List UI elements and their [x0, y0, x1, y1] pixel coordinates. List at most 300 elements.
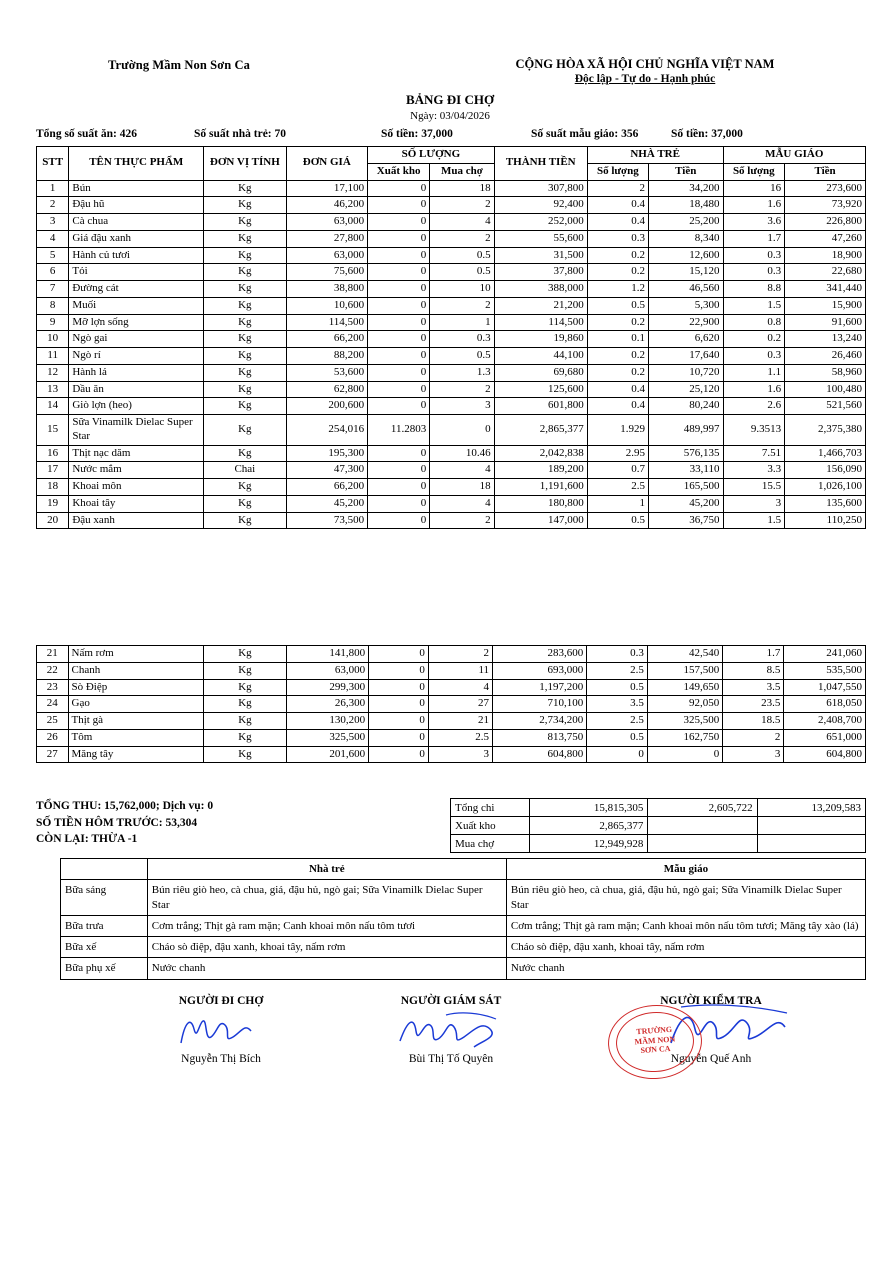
cell-kinder-qty: 15.5 — [723, 479, 785, 496]
food-table-continued — [36, 645, 866, 763]
cell-unit: Kg — [204, 297, 286, 314]
cell-qty-buy: 10 — [430, 281, 494, 298]
cell-nursery-money: 42,540 — [647, 646, 722, 663]
cell-qty-buy: 27 — [428, 696, 492, 713]
cell-qty-out: 0 — [368, 314, 430, 331]
cell-price: 130,200 — [286, 713, 369, 730]
cell-nursery-qty: 2.5 — [587, 713, 648, 730]
cell-unit: Kg — [204, 646, 286, 663]
cell-qty-buy: 2.5 — [428, 729, 492, 746]
cell-qty-out: 0 — [368, 364, 430, 381]
cell-kinder-money: 1,047,550 — [784, 679, 866, 696]
cell-kinder-money: 2,375,380 — [785, 415, 866, 446]
cell-price: 53,600 — [286, 364, 368, 381]
cell-amount: 601,800 — [494, 398, 587, 415]
cell-unit: Kg — [204, 197, 286, 214]
table-row — [37, 746, 866, 763]
cell-unit: Kg — [204, 230, 286, 247]
cell-price: 62,800 — [286, 381, 368, 398]
cell-name: Giá đậu xanh — [69, 230, 204, 247]
cell-kinder-money: 618,050 — [784, 696, 866, 713]
cell-stt: 12 — [37, 364, 69, 381]
cell-qty-buy: 2 — [430, 297, 494, 314]
cell-nursery-money: 46,560 — [648, 281, 723, 298]
nursery-meals: Số suất nhà trẻ: 70 — [194, 128, 287, 140]
cell-amount: 2,734,200 — [493, 713, 587, 730]
cell-nursery-money: 17,640 — [648, 348, 723, 365]
cell-price: 38,800 — [286, 281, 368, 298]
cell-nursery-money: 5,300 — [648, 297, 723, 314]
table-row — [37, 197, 866, 214]
cell-name: Đậu xanh — [69, 512, 204, 529]
table-row — [37, 398, 866, 415]
cell-kinder-qty: 3.3 — [723, 462, 785, 479]
cell-amount: 180,800 — [494, 495, 587, 512]
cell-name: Măng tây — [68, 746, 204, 763]
cell-stt: 16 — [37, 445, 69, 462]
cell-qty-buy: 4 — [430, 462, 494, 479]
cell-unit: Kg — [204, 662, 286, 679]
cell-kinder-money: 47,260 — [785, 230, 866, 247]
cell-kinder-money: 535,500 — [784, 662, 866, 679]
table-row — [37, 214, 866, 231]
cell-qty-out: 0 — [369, 696, 429, 713]
cell-name: Giò lợn (heo) — [69, 398, 204, 415]
cell-qty-buy: 2 — [428, 646, 492, 663]
cell-qty-buy: 0 — [430, 415, 494, 446]
cell-amount: 92,400 — [494, 197, 587, 214]
cell-qty-buy: 1.3 — [430, 364, 494, 381]
cell-nursery-money: 149,650 — [647, 679, 722, 696]
previous-balance: SỐ TIỀN HÔM TRƯỚC: 53,304 — [36, 816, 198, 829]
cell-kinder-money: 73,920 — [785, 197, 866, 214]
cell-kinder-money: 651,000 — [784, 729, 866, 746]
cell-nursery-qty: 0.2 — [587, 264, 648, 281]
cell-kinder-money: 13,240 — [785, 331, 866, 348]
cell-stt: 19 — [37, 495, 69, 512]
cell-qty-out: 0 — [368, 381, 430, 398]
cell-stt: 18 — [37, 479, 69, 496]
totals-label: Xuất kho — [451, 817, 530, 835]
cell-kinder-qty: 1.7 — [723, 230, 785, 247]
cell-nursery-money: 157,500 — [647, 662, 722, 679]
table-row — [37, 314, 866, 331]
cell-kinder-qty: 1.5 — [723, 297, 785, 314]
cell-qty-buy: 18 — [430, 180, 494, 197]
kinder-money: Số tiền: 37,000 — [671, 128, 743, 140]
cell-amount: 1,197,200 — [493, 679, 587, 696]
cell-nursery-qty: 0.7 — [587, 462, 648, 479]
cell-kinder-qty: 0.8 — [723, 314, 785, 331]
cell-amount: 69,680 — [494, 364, 587, 381]
cell-kinder-qty: 1.6 — [723, 197, 785, 214]
cell-price: 75,600 — [286, 264, 368, 281]
signature-area — [36, 995, 866, 1085]
cell-nursery-qty: 0.4 — [587, 398, 648, 415]
totals-kinder — [757, 817, 865, 835]
cell-amount: 693,000 — [493, 662, 587, 679]
cell-qty-out: 0 — [368, 264, 430, 281]
page-title: BẢNG ĐI CHỢ — [405, 92, 495, 107]
th-unit: ĐƠN VỊ TÍNH — [204, 147, 286, 181]
totals-nursery: 2,605,722 — [648, 799, 757, 817]
cell-stt: 14 — [37, 398, 69, 415]
signature-block-shopper — [116, 995, 326, 1065]
total-income: TỔNG THU: 15,762,000; Dịch vụ: 0 — [36, 800, 214, 812]
cell-kinder-money: 58,960 — [785, 364, 866, 381]
signature-name: Nguyễn Quế Anh — [670, 1053, 752, 1065]
cell-nursery-qty: 1.2 — [587, 281, 648, 298]
cell-amount: 1,191,600 — [494, 479, 587, 496]
cell-kinder-money: 273,600 — [785, 180, 866, 197]
cell-kinder-qty: 1.7 — [723, 646, 784, 663]
table-row — [37, 462, 866, 479]
cell-qty-buy: 3 — [428, 746, 492, 763]
cell-nursery-qty: 0.5 — [587, 512, 648, 529]
signature-role: NGƯỜI ĐI CHỢ — [178, 995, 264, 1007]
cell-stt: 13 — [37, 381, 69, 398]
cell-nursery-money: 165,500 — [648, 479, 723, 496]
cell-kinder-qty: 1.1 — [723, 364, 785, 381]
signature-role: NGƯỜI KIỂM TRA — [660, 995, 762, 1007]
menu-header-row — [61, 859, 866, 880]
cell-price: 254,016 — [286, 415, 368, 446]
table-row — [37, 264, 866, 281]
cell-nursery-qty: 0.1 — [587, 331, 648, 348]
th-nursery-money: Tiền — [648, 163, 723, 180]
cell-stt: 27 — [37, 746, 69, 763]
table-row — [37, 331, 866, 348]
cell-stt: 17 — [37, 462, 69, 479]
cell-amount: 710,100 — [493, 696, 587, 713]
cell-qty-buy: 18 — [430, 479, 494, 496]
cell-price: 17,100 — [286, 180, 368, 197]
cell-stt: 15 — [37, 415, 69, 446]
cell-name: Nước mắm — [69, 462, 204, 479]
cell-qty-out: 0 — [369, 713, 429, 730]
cell-qty-out: 0 — [368, 479, 430, 496]
menu-corner — [61, 859, 148, 880]
cell-name: Hành lá — [69, 364, 204, 381]
cell-price: 10,600 — [286, 297, 368, 314]
cell-nursery-money: 489,997 — [648, 415, 723, 446]
cell-kinder-money: 100,480 — [785, 381, 866, 398]
cell-amount: 813,750 — [493, 729, 587, 746]
cell-nursery-qty: 3.5 — [587, 696, 648, 713]
cell-price: 200,600 — [286, 398, 368, 415]
cell-nursery-qty: 2 — [587, 180, 648, 197]
table-row — [37, 713, 866, 730]
cell-unit: Kg — [204, 415, 286, 446]
cell-name: Gạo — [68, 696, 204, 713]
cell-name: Muối — [69, 297, 204, 314]
cell-nursery-money: 33,110 — [648, 462, 723, 479]
menu-nursery-text: Cháo sò điệp, đậu xanh, khoai tây, nấm rơm — [147, 937, 506, 958]
cell-amount: 147,000 — [494, 512, 587, 529]
cell-unit: Kg — [204, 214, 286, 231]
cell-kinder-qty: 8.5 — [723, 662, 784, 679]
table-row — [37, 247, 866, 264]
cell-price: 73,500 — [286, 512, 368, 529]
cell-nursery-qty: 0.2 — [587, 364, 648, 381]
stamp-line-3: SƠN CA — [640, 1044, 671, 1056]
menu-header-nursery: Nhà trẻ — [147, 859, 506, 880]
cell-qty-out: 0 — [369, 662, 429, 679]
table-row — [37, 679, 866, 696]
remaining-balance: CÒN LẠI: THỪA -1 — [36, 833, 138, 846]
cell-kinder-qty: 0.3 — [723, 348, 785, 365]
cell-price: 88,200 — [286, 348, 368, 365]
totals-value: 15,815,305 — [529, 799, 648, 817]
cell-nursery-qty: 0.2 — [587, 314, 648, 331]
menu-meal-label: Bữa xế — [61, 937, 148, 958]
cell-qty-out: 0 — [368, 230, 430, 247]
cell-amount: 283,600 — [493, 646, 587, 663]
cell-nursery-money: 162,750 — [647, 729, 722, 746]
cell-stt: 3 — [37, 214, 69, 231]
cell-stt: 2 — [37, 197, 69, 214]
cell-stt: 24 — [37, 696, 69, 713]
cell-qty-out: 0 — [369, 679, 429, 696]
cell-qty-out: 0 — [368, 331, 430, 348]
th-qty-buy: Mua chợ — [430, 163, 494, 180]
menu-kinder-text: Cơm trắng; Thịt gà ram mặn; Canh khoai môn nấu tôm tươi; Măng tây xào (lá) — [506, 915, 865, 936]
signature-name: Nguyễn Thị Bích — [181, 1053, 261, 1065]
cell-name: Sò Điệp — [68, 679, 204, 696]
cell-name: Đường cát — [69, 281, 204, 298]
signature-block-supervisor — [346, 995, 556, 1065]
cell-kinder-money: 341,440 — [785, 281, 866, 298]
cell-stt: 4 — [37, 230, 69, 247]
cell-nursery-money: 576,135 — [648, 445, 723, 462]
cell-nursery-qty: 2.5 — [587, 479, 648, 496]
cell-kinder-qty: 3.6 — [723, 214, 785, 231]
cell-price: 46,200 — [286, 197, 368, 214]
menu-kinder-text: Bún riêu giò heo, cà chua, giá, đậu hủ, ngò gai; Sữa Vinamilk Dielac Super Star — [506, 880, 865, 916]
signature-name: Bùi Thị Tố Quyên — [408, 1053, 494, 1065]
cell-name: Bún — [69, 180, 204, 197]
th-qty-group: SỐ LƯỢNG — [368, 147, 495, 164]
cell-stt: 5 — [37, 247, 69, 264]
cell-nursery-money: 25,200 — [648, 214, 723, 231]
cell-qty-out: 0 — [368, 495, 430, 512]
nursery-money: Số tiền: 37,000 — [381, 128, 453, 140]
cell-qty-buy: 0.5 — [430, 264, 494, 281]
cell-price: 201,600 — [286, 746, 369, 763]
cell-kinder-qty: 1.6 — [723, 381, 785, 398]
cell-qty-out: 0 — [369, 729, 429, 746]
table-row — [37, 646, 866, 663]
menu-row — [61, 880, 866, 916]
signature-mark — [386, 1007, 526, 1052]
cell-kinder-money: 521,560 — [785, 398, 866, 415]
cell-unit: Kg — [204, 247, 286, 264]
cell-kinder-qty: 23.5 — [723, 696, 784, 713]
table-row — [37, 445, 866, 462]
cell-price: 325,500 — [286, 729, 369, 746]
table-row — [37, 662, 866, 679]
cell-kinder-qty: 0.2 — [723, 331, 785, 348]
national-motto: Độc lập - Tự do - Hạnh phúc — [574, 73, 716, 85]
cell-kinder-qty: 16 — [723, 180, 785, 197]
cell-qty-buy: 2 — [430, 381, 494, 398]
cell-unit: Kg — [204, 314, 286, 331]
table-row — [37, 281, 866, 298]
cell-stt: 6 — [37, 264, 69, 281]
cell-amount: 55,600 — [494, 230, 587, 247]
cell-qty-out: 0 — [368, 462, 430, 479]
cell-amount: 307,800 — [494, 180, 587, 197]
totals-row — [451, 817, 866, 835]
cell-price: 27,800 — [286, 230, 368, 247]
totals-label: Mua chợ — [451, 835, 530, 853]
cell-kinder-qty: 3 — [723, 495, 785, 512]
cell-amount: 31,500 — [494, 247, 587, 264]
table-row — [37, 348, 866, 365]
cell-qty-out: 0 — [368, 180, 430, 197]
th-nursery-group: NHÀ TRẺ — [587, 147, 723, 164]
cell-nursery-money: 92,050 — [647, 696, 722, 713]
cell-name: Thịt nạc dăm — [69, 445, 204, 462]
table-row — [37, 415, 866, 446]
cell-nursery-qty: 0.3 — [587, 646, 648, 663]
cell-name: Ngò rí — [69, 348, 204, 365]
cell-qty-buy: 1 — [430, 314, 494, 331]
table-row — [37, 512, 866, 529]
national-title: CỘNG HÒA XÃ HỘI CHỦ NGHĨA VIỆT NAM — [515, 57, 775, 71]
totals-row — [451, 835, 866, 853]
cell-amount: 604,800 — [493, 746, 587, 763]
cell-nursery-money: 34,200 — [648, 180, 723, 197]
cell-nursery-money: 12,600 — [648, 247, 723, 264]
cell-kinder-qty: 1.5 — [723, 512, 785, 529]
menu-table — [60, 858, 866, 980]
cell-unit: Kg — [204, 331, 286, 348]
menu-row — [61, 915, 866, 936]
cell-amount: 44,100 — [494, 348, 587, 365]
cell-price: 114,500 — [286, 314, 368, 331]
table-header-row — [37, 147, 866, 164]
cell-unit: Kg — [204, 495, 286, 512]
cell-nursery-qty: 0.2 — [587, 247, 648, 264]
cell-nursery-qty: 2.5 — [587, 662, 648, 679]
cell-name: Sữa Vinamilk Dielac Super Star — [69, 415, 204, 446]
cell-nursery-qty: 0.5 — [587, 729, 648, 746]
cell-unit: Kg — [204, 281, 286, 298]
cell-name: Nấm rơm — [68, 646, 204, 663]
cell-amount: 2,042,838 — [494, 445, 587, 462]
cell-name: Thịt gà — [68, 713, 204, 730]
cell-qty-buy: 2 — [430, 230, 494, 247]
signature-role: NGƯỜI GIÁM SÁT — [400, 995, 502, 1007]
table-row — [37, 479, 866, 496]
menu-meal-label: Bữa phụ xế — [61, 958, 148, 979]
cell-nursery-qty: 2.95 — [587, 445, 648, 462]
table-row — [37, 297, 866, 314]
cell-nursery-money: 45,200 — [648, 495, 723, 512]
cell-name: Chanh — [68, 662, 204, 679]
cell-kinder-money: 135,600 — [785, 495, 866, 512]
cell-qty-buy: 3 — [430, 398, 494, 415]
cell-amount: 252,000 — [494, 214, 587, 231]
cell-qty-out: 0 — [368, 445, 430, 462]
th-amount: THÀNH TIỀN — [494, 147, 587, 181]
cell-kinder-money: 226,800 — [785, 214, 866, 231]
cell-unit: Kg — [204, 679, 286, 696]
totals-kinder — [757, 835, 865, 853]
cell-unit: Kg — [204, 729, 286, 746]
cell-name: Tỏi — [69, 264, 204, 281]
table-row — [37, 495, 866, 512]
totals-row — [451, 799, 866, 817]
cell-price: 63,000 — [286, 247, 368, 264]
cell-stt: 8 — [37, 297, 69, 314]
school-name: Trường Mầm Non Sơn Ca — [108, 58, 250, 72]
cell-kinder-qty: 8.8 — [723, 281, 785, 298]
cell-nursery-qty: 0.3 — [587, 230, 648, 247]
cell-name: Hành củ tươi — [69, 247, 204, 264]
cell-unit: Kg — [204, 398, 286, 415]
cell-amount: 189,200 — [494, 462, 587, 479]
cell-name: Đậu hũ — [69, 197, 204, 214]
cell-qty-buy: 11 — [428, 662, 492, 679]
th-stt: STT — [37, 147, 69, 181]
menu-meal-label: Bữa sáng — [61, 880, 148, 916]
cell-stt: 7 — [37, 281, 69, 298]
cell-price: 141,800 — [286, 646, 369, 663]
cell-stt: 10 — [37, 331, 69, 348]
cell-amount: 125,600 — [494, 381, 587, 398]
cell-qty-out: 0 — [368, 512, 430, 529]
cell-nursery-money: 325,500 — [647, 713, 722, 730]
cell-unit: Kg — [204, 696, 286, 713]
cell-nursery-qty: 0.2 — [587, 348, 648, 365]
cell-qty-out: 0 — [368, 247, 430, 264]
cell-kinder-qty: 0.3 — [723, 247, 785, 264]
cell-stt: 26 — [37, 729, 69, 746]
cell-amount: 37,800 — [494, 264, 587, 281]
cell-kinder-qty: 2.6 — [723, 398, 785, 415]
table-row — [37, 729, 866, 746]
cell-nursery-money: 36,750 — [648, 512, 723, 529]
cell-unit: Kg — [204, 445, 286, 462]
menu-header-kinder: Mẫu giáo — [506, 859, 865, 880]
total-meals: Tổng số suất ăn: 426 — [36, 128, 137, 140]
cell-qty-buy: 0.5 — [430, 247, 494, 264]
menu-row — [61, 937, 866, 958]
cell-amount: 19,860 — [494, 331, 587, 348]
cell-amount: 2,865,377 — [494, 415, 587, 446]
cell-nursery-qty: 0.4 — [587, 197, 648, 214]
cell-price: 45,200 — [286, 495, 368, 512]
cell-name: Tôm — [68, 729, 204, 746]
table-row — [37, 696, 866, 713]
cell-nursery-money: 10,720 — [648, 364, 723, 381]
signature-mark — [161, 1007, 281, 1052]
cell-nursery-money: 25,120 — [648, 381, 723, 398]
cell-unit: Kg — [204, 746, 286, 763]
cell-qty-buy: 10.46 — [430, 445, 494, 462]
cell-nursery-qty: 1.929 — [587, 415, 648, 446]
th-kinder-qty: Số lượng — [723, 163, 785, 180]
cell-kinder-money: 156,090 — [785, 462, 866, 479]
cell-nursery-qty: 0 — [587, 746, 648, 763]
cell-qty-buy: 2 — [430, 197, 494, 214]
table-row — [37, 230, 866, 247]
cell-qty-buy: 2 — [430, 512, 494, 529]
cell-nursery-money: 22,900 — [648, 314, 723, 331]
menu-nursery-text: Cơm trắng; Thịt gà ram mặn; Canh khoai môn nấu tôm tươi — [147, 915, 506, 936]
